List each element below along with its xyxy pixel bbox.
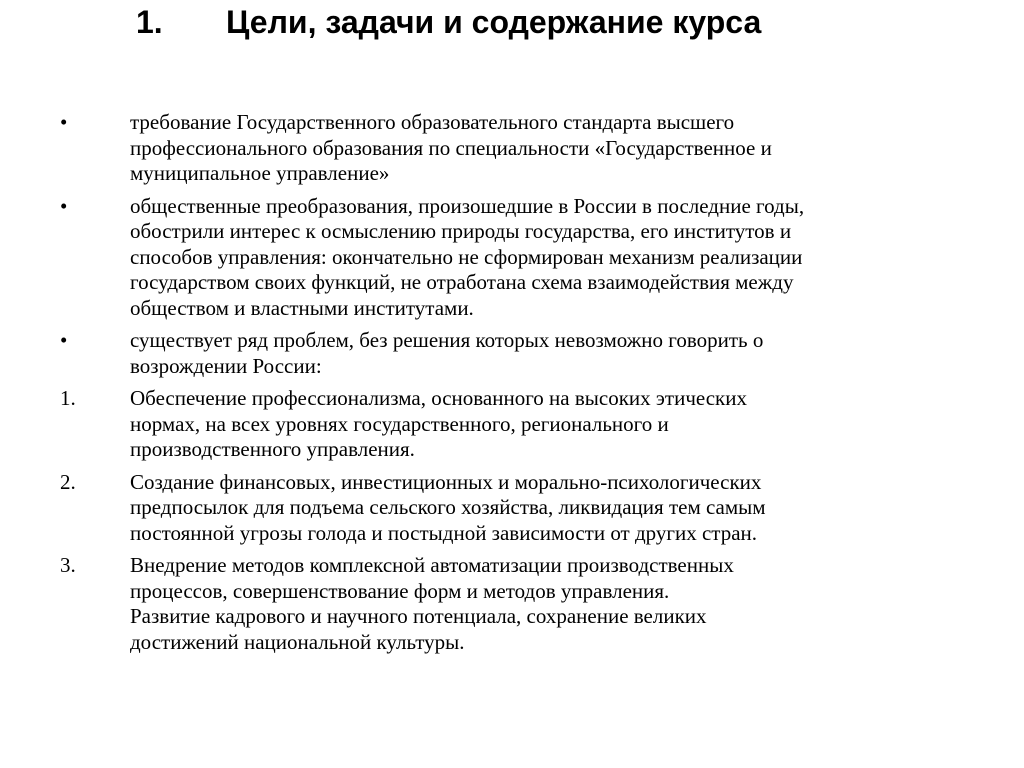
item-line: государством своих функций, не отработана схема взаимодействия между: [130, 270, 794, 294]
item-line: существует ряд проблем, без решения которых невозможно говорить о: [130, 328, 764, 352]
number-marker: 1.: [60, 386, 76, 410]
item-line: предпосылок для подъема сельского хозяйства, ликвидация тем самым: [130, 495, 766, 519]
item-line: Внедрение методов комплексной автоматизации производственных: [130, 553, 734, 577]
item-line: способов управления: окончательно не сформирован механизм реализации: [130, 244, 803, 269]
item-line: общественные преобразования, произошедшие в России в последние годы,: [130, 193, 805, 218]
numbered-item: [0, 470, 980, 547]
bullet-marker: •: [60, 193, 68, 218]
content-list: [0, 110, 1024, 662]
item-line: обострили интерес к осмыслению природы государства, его институтов и: [130, 219, 792, 243]
bullet-item: [0, 110, 980, 187]
item-line: профессионального образования по специальности «Государственное и: [130, 135, 772, 160]
slide-title-number: 1.: [136, 4, 163, 40]
item-line: процессов, совершенствование форм и методов управления.: [130, 578, 670, 603]
item-line: постоянной угрозы голода и постыдной зависимости от других стран.: [130, 520, 758, 545]
bullet-item: [0, 328, 980, 379]
number-marker: 2.: [60, 469, 76, 494]
item-line: Создание финансовых, инвестиционных и морально-психологических: [130, 469, 762, 494]
item-line: нормах, на всех уровнях государственного, регионального и: [130, 411, 669, 436]
item-line: производственного управления.: [130, 437, 415, 461]
item-line: муниципальное управление»: [130, 161, 390, 185]
item-line: Развитие кадрового и научного потенциала, сохранение великих: [130, 604, 707, 628]
numbered-item: [0, 386, 980, 463]
slide-title: [0, 0, 1024, 44]
number-marker: 3.: [60, 553, 76, 577]
item-line: обществом и властными институтами.: [130, 295, 474, 320]
item-line: требование Государственного образовательного стандарта высшего: [130, 110, 735, 134]
bullet-marker: •: [60, 110, 68, 134]
item-line: возрождении России:: [130, 353, 322, 378]
bullet-item: [0, 194, 980, 322]
item-line: Обеспечение профессионализма, основанного на высоких этических: [130, 386, 747, 410]
slide-title-text: Цели, задачи и содержание курса: [226, 4, 762, 40]
bullet-marker: •: [60, 328, 68, 352]
numbered-item: [0, 553, 980, 655]
item-line: достижений национальной культуры.: [130, 629, 465, 654]
